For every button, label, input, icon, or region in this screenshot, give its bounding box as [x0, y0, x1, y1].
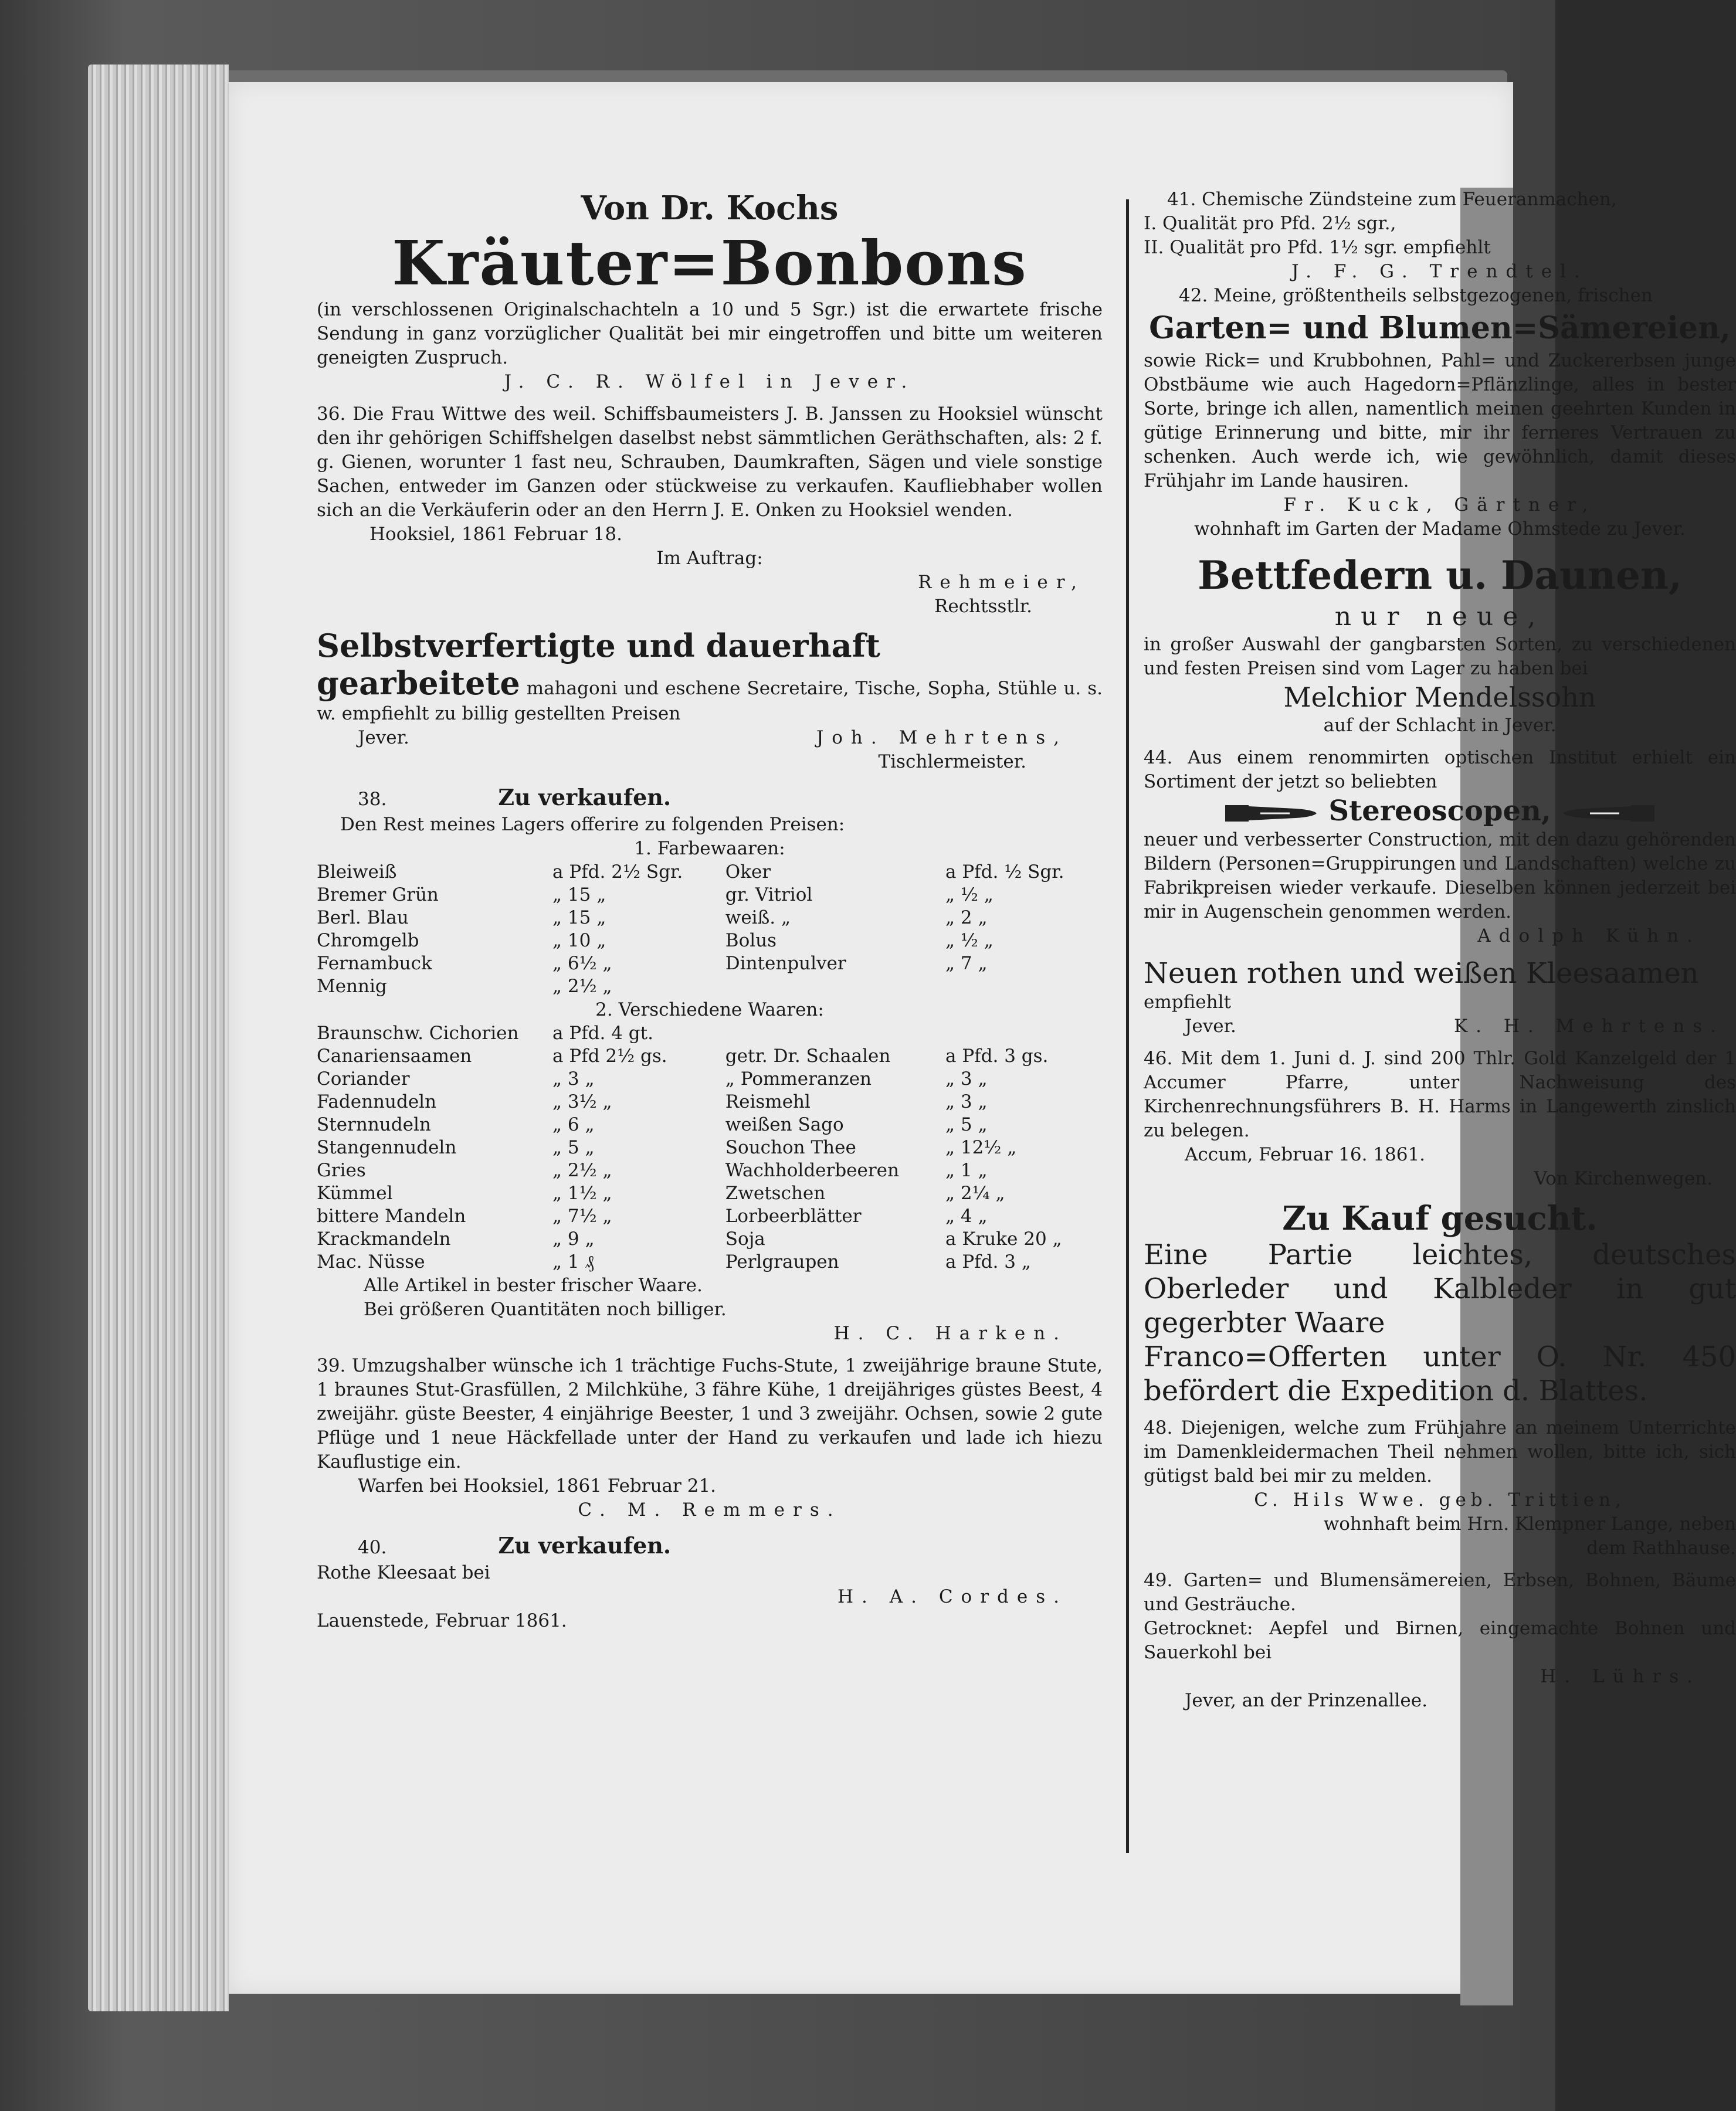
price-row	[317, 1136, 1103, 1159]
ad37-text: mahagoni und eschene Secretaire, Tische, Sopha, Stühle u. s. w. empfiehlt zu billig gestellten Preisen	[317, 678, 1103, 724]
ad38-number: 38.	[358, 789, 387, 810]
price-cell: a Pfd. ½ Sgr.	[945, 861, 1064, 883]
price-cell: Lorbeerblätter	[725, 1206, 862, 1227]
price-cell: Bleiweiß	[317, 861, 397, 883]
ad49-signature: H. Lührs.	[1540, 1666, 1701, 1687]
price-cell: getr. Dr. Schaalen	[725, 1046, 891, 1067]
price-cell: „ ½ „	[945, 884, 994, 905]
price-cell: Stangennudeln	[317, 1137, 457, 1158]
price-cell: Wachholderbeeren	[725, 1160, 899, 1181]
price-cell: „ 1 „	[945, 1160, 988, 1181]
price-cell: Coriander	[317, 1068, 410, 1090]
ad36-role: Rechtsstlr.	[934, 596, 1032, 617]
kochs-text: (in verschlossenen Originalschachteln a 10 und 5 Sgr.) ist die erwartete frische Sendung in ganz vorzüglicher Qualität bei mir eingetroffen und bitte um weiteren geneigten Zuspruch.	[317, 299, 1103, 368]
ad36-signature: Rehmeier,	[918, 572, 1085, 593]
ad46-date: Accum, Februar 16. 1861.	[1185, 1144, 1426, 1165]
price-cell: „ 4 „	[945, 1206, 988, 1227]
price-cell: a Pfd. 3 „	[945, 1251, 1031, 1272]
ad43-heading: Bettfedern u. Daunen,	[1198, 552, 1682, 598]
ad41-line3: II. Qualität pro Pfd. 1½ sgr. empfiehlt	[1144, 237, 1491, 258]
price-cell: Mennig	[317, 976, 387, 997]
ad44-heading: Stereoscopen,	[1328, 795, 1551, 827]
ad36-date: Hooksiel, 1861 Februar 18.	[369, 524, 622, 545]
price-table-2	[317, 1022, 1103, 1274]
price-cell: „ 3 „	[552, 1068, 595, 1090]
ad40-signature: H. A. Cordes.	[838, 1586, 1067, 1607]
price-cell: Zwetschen	[725, 1183, 826, 1204]
price-row	[317, 1251, 1103, 1274]
ad48-text: 48. Diejenigen, welche zum Frühjahre an meinem Unterrichte im Damenkleidermachen Theil nehmen wollen, bitte ich, sich gütigst bald bei mir zu melden.	[1144, 1417, 1736, 1486]
ad48-address: wohnhaft beim Hrn. Klempner Lange, neben dem Rathhause.	[1323, 1513, 1736, 1559]
kochs-heading: Von Dr. Kochs	[581, 189, 839, 228]
price-cell: a Pfd. 4 gt.	[552, 1023, 653, 1044]
ad44-text: 44. Aus einem renommirten optischen Institut erhielt ein Sortiment der jetzt so beliebten	[1144, 747, 1736, 792]
ad36-order: Im Auftrag:	[656, 548, 763, 569]
price-cell: weißen Sago	[725, 1114, 844, 1135]
ad43-text: in großer Auswahl der gangbarsten Sorten, zu verschiedenen und festen Preisen sind vom Lager zu haben bei	[1144, 634, 1736, 679]
price-cell: „ 7 „	[945, 953, 988, 974]
price-cell: „ ½ „	[945, 930, 994, 951]
price-cell: a Pfd. 3 gs.	[945, 1046, 1049, 1067]
price-cell	[945, 975, 1103, 998]
ad42-signature: Fr. Kuck, Gärtner,	[1283, 494, 1596, 515]
ad41-line2: I. Qualität pro Pfd. 2½ sgr.,	[1144, 213, 1396, 234]
price-cell: a Pfd. 2½ Sgr.	[552, 861, 683, 883]
price-cell: Sternnudeln	[317, 1114, 431, 1135]
ad48-signature: C. Hils Wwe. geb. Trittien,	[1254, 1489, 1626, 1511]
ad40-text: Rothe Kleesaat bei	[317, 1562, 490, 1583]
ad46-signature: Von Kirchenwegen.	[1534, 1168, 1713, 1189]
price-cell: Souchon Thee	[725, 1137, 856, 1158]
ad49-address: Jever, an der Prinzenallee.	[1185, 1690, 1428, 1711]
price-row	[317, 952, 1103, 975]
ad37-role: Tischlermeister.	[878, 751, 1026, 772]
ad38-section2: 2. Verschiedene Waaren:	[595, 999, 824, 1020]
ad38-heading: Zu verkaufen.	[498, 784, 672, 810]
ad42-heading: Garten= und Blumen=Sämereien,	[1149, 310, 1731, 346]
ad40-date: Lauenstede, Februar 1861.	[317, 1610, 567, 1631]
ad43-address: auf der Schlacht in Jever.	[1323, 715, 1557, 736]
ad36-text: 36. Die Frau Wittwe des weil. Schiffsbaumeisters J. B. Janssen zu Hooksiel wünscht den ihr gehörigen Schiffshelgen daselbst nebst sämmtlichen Geräthschaften, als: 2 f. g. Gienen, worunter 1 fast neu, Schrauben, Daumkraften, Sägen und viele sonstige Sachen, entweder im Ganzen oder stückweise zu verkaufen. Kaufliebhaber wollen sich an die Verkäuferin oder an den Herrn J. E. Onken zu Hooksiel wenden.	[317, 403, 1103, 521]
price-cell: „ 9 „	[552, 1228, 595, 1250]
ad43-subheading: nur neue,	[1334, 602, 1545, 632]
pointing-hand-left-icon	[1561, 800, 1654, 826]
price-cell: „ 6 „	[552, 1114, 595, 1135]
price-cell: „ 1½ „	[552, 1183, 612, 1204]
ad42-intro: 42. Meine, größtentheils selbstgezogenen, frischen	[1179, 285, 1653, 306]
price-row	[317, 1114, 1103, 1136]
ad37-place: Jever.	[358, 727, 409, 748]
ad38-section1: 1. Farbewaaren:	[634, 838, 785, 859]
price-row	[317, 1228, 1103, 1251]
price-row	[317, 1068, 1103, 1091]
ad42-address: wohnhaft im Garten der Madame Ohmstede zu Jever.	[1194, 518, 1686, 539]
price-cell: „ 7½ „	[552, 1206, 612, 1227]
price-cell: „ 5 „	[552, 1137, 595, 1158]
price-cell: gr. Vitriol	[725, 884, 813, 905]
ad37-signature: Joh. Mehrtens,	[816, 727, 1067, 748]
column-divider	[1126, 199, 1129, 1853]
price-cell: „ 15 „	[552, 907, 606, 928]
price-cell	[945, 1022, 1103, 1045]
ad37-heading-2: gearbeitete	[317, 664, 520, 702]
ad41-line1: 41. Chemische Zündsteine zum Feueranmachen,	[1167, 189, 1617, 210]
ad45-place: Jever.	[1185, 1016, 1236, 1037]
ad45-heading: Neuen rothen und weißen Kleesaamen	[1144, 957, 1699, 990]
price-row	[317, 1159, 1103, 1182]
price-cell: „ 1 ₰	[552, 1251, 594, 1272]
price-row	[317, 1182, 1103, 1205]
price-cell: „ 2½ „	[552, 1160, 612, 1181]
ad44-signature: Adolph Kühn.	[1477, 925, 1701, 946]
price-cell: Berl. Blau	[317, 907, 409, 928]
ad42-text: sowie Rick= und Krubbohnen, Pahl= und Zuckererbsen junge Obstbäume wie auch Hagedorn=Pflänzlinge, alles in bester Sorte, bringe ich allen, namentlich meinen geehrten Kunden in gütige Erinnerung und bitte, mir ihr ferneres Vertrauen zu schenken. Auch werde ich, wie gewöhnlich, damit dieses Frühjahr im Lande hausiren.	[1144, 350, 1736, 491]
price-cell: Kümmel	[317, 1183, 393, 1204]
ad44-text2: neuer und verbesserter Construction, mit den dazu gehörenden Bildern (Personen=Gruppirungen und Landschaften) welche zu Fabrikpreisen wieder verkaufe. Dieselben können jederzeit bei mir in Augenschein genommen werden.	[1144, 829, 1736, 922]
price-table-1	[317, 861, 1103, 998]
book-page-edges	[88, 65, 229, 2011]
kochs-signature: J. C. R. Wölfel in Jever.	[504, 371, 916, 392]
ad39-signature: C. M. Remmers.	[578, 1499, 842, 1521]
pointing-hand-right-icon	[1225, 800, 1319, 826]
price-cell: Mac. Nüsse	[317, 1251, 425, 1272]
ad43-name: Melchior Mendelssohn	[1283, 681, 1596, 713]
price-row	[317, 975, 1103, 998]
price-cell: „ 3½ „	[552, 1091, 612, 1112]
price-cell: „ 2 „	[945, 907, 988, 928]
ad47-heading: Zu Kauf gesucht.	[1282, 1199, 1598, 1238]
kochs-title: Kräuter=Bonbons	[392, 227, 1028, 299]
ad49-text2: Getrocknet: Aepfel und Birnen, eingemachte Bohnen und Sauerkohl bei	[1144, 1618, 1736, 1663]
price-cell: a Pfd 2½ gs.	[552, 1046, 667, 1067]
price-cell: Dintenpulver	[725, 953, 846, 974]
price-cell: „ 12½ „	[945, 1137, 1017, 1158]
ad47-text: Eine Partie leichtes, deutsches Oberleder und Kalbleder in gut gegerbter Waare	[1144, 1238, 1736, 1339]
price-cell: „ 3 „	[945, 1091, 988, 1112]
ad45-text: empfiehlt	[1144, 992, 1231, 1013]
ad37-heading: Selbstverfertigte und dauerhaft	[317, 627, 880, 664]
price-cell	[725, 975, 945, 998]
ad45-signature: K. H. Mehrtens.	[1453, 1016, 1724, 1037]
ad47-text2: Franco=Offerten unter O. Nr. 450 befördert die Expedition d. Blattes.	[1144, 1340, 1736, 1407]
price-row	[317, 929, 1103, 952]
ad40-heading: Zu verkaufen.	[498, 1532, 672, 1559]
ad41-signature: J. F. G. Trendtel.	[1291, 261, 1588, 282]
price-cell: „ 6½ „	[552, 953, 612, 974]
price-cell: Reismehl	[725, 1091, 811, 1112]
price-row	[317, 1045, 1103, 1068]
price-cell	[725, 1022, 945, 1045]
price-cell: „ 3 „	[945, 1068, 988, 1090]
ad38-note2: Bei größeren Quantitäten noch billiger.	[364, 1299, 727, 1320]
price-cell: „ 2½ „	[552, 976, 612, 997]
price-cell: Fernambuck	[317, 953, 432, 974]
price-cell: Braunschw. Cichorien	[317, 1023, 519, 1044]
price-row	[317, 884, 1103, 907]
ad49-text: 49. Garten= und Blumensämereien, Erbsen, Bohnen, Bäume und Gesträuche.	[1144, 1570, 1736, 1615]
price-cell: bittere Mandeln	[317, 1206, 466, 1227]
price-cell: Krackmandeln	[317, 1228, 451, 1250]
price-cell: weiß. „	[725, 907, 791, 928]
price-row	[317, 1205, 1103, 1228]
ad38-intro: Den Rest meines Lagers offerire zu folgenden Preisen:	[340, 814, 845, 835]
newspaper-page	[229, 82, 1736, 1994]
price-cell: Chromgelb	[317, 930, 419, 951]
price-cell: Perlgraupen	[725, 1251, 839, 1272]
price-cell: „ 15 „	[552, 884, 606, 905]
price-cell: „ 2¼ „	[945, 1183, 1005, 1204]
right-column	[1144, 188, 1736, 1713]
price-cell: „ 10 „	[552, 930, 606, 951]
price-cell: a Kruke 20 „	[945, 1228, 1062, 1250]
price-cell: „ Pommeranzen	[725, 1068, 872, 1090]
ad40-number: 40.	[358, 1537, 387, 1558]
price-cell: Bremer Grün	[317, 884, 439, 905]
price-row	[317, 861, 1103, 884]
left-column	[317, 188, 1103, 1633]
price-row	[317, 1022, 1103, 1045]
price-row	[317, 1091, 1103, 1114]
price-cell: Oker	[725, 861, 771, 883]
price-cell: „ 5 „	[945, 1114, 988, 1135]
ad46-text: 46. Mit dem 1. Juni d. J. sind 200 Thlr. Gold Kanzelgeld der 1 Accumer Pfarre, unter Nachweisung des Kirchenrechnungsführers B. H. Harms in Langewerth zinslich zu belegen.	[1144, 1048, 1736, 1141]
price-row	[317, 907, 1103, 929]
price-cell: Canariensaamen	[317, 1046, 472, 1067]
price-cell: Fadennudeln	[317, 1091, 437, 1112]
price-cell: Bolus	[725, 930, 777, 951]
ad38-note1: Alle Artikel in bester frischer Waare.	[364, 1275, 703, 1296]
ad39-text: 39. Umzugshalber wünsche ich 1 trächtige Fuchs-Stute, 1 zweijährige braune Stute, 1 braunes Stut-Grasfüllen, 2 Milchkühe, 3 fähre Kühe, 1 dreijähriges güstes Beest, 4 zweijähr. güste Beester, 4 einjährige Beester, 1 und 3 zweijähr. Ochsen, sowie 2 gute Pflüge und 1 neue Häckfellade unter der Hand zu verkaufen und lade ich hiezu Kauflustige ein.	[317, 1355, 1103, 1472]
ad38-signature: H. C. Harken.	[833, 1323, 1067, 1344]
price-cell: Gries	[317, 1160, 366, 1181]
price-cell: Soja	[725, 1228, 765, 1250]
ad39-date: Warfen bei Hooksiel, 1861 Februar 21.	[358, 1475, 716, 1496]
